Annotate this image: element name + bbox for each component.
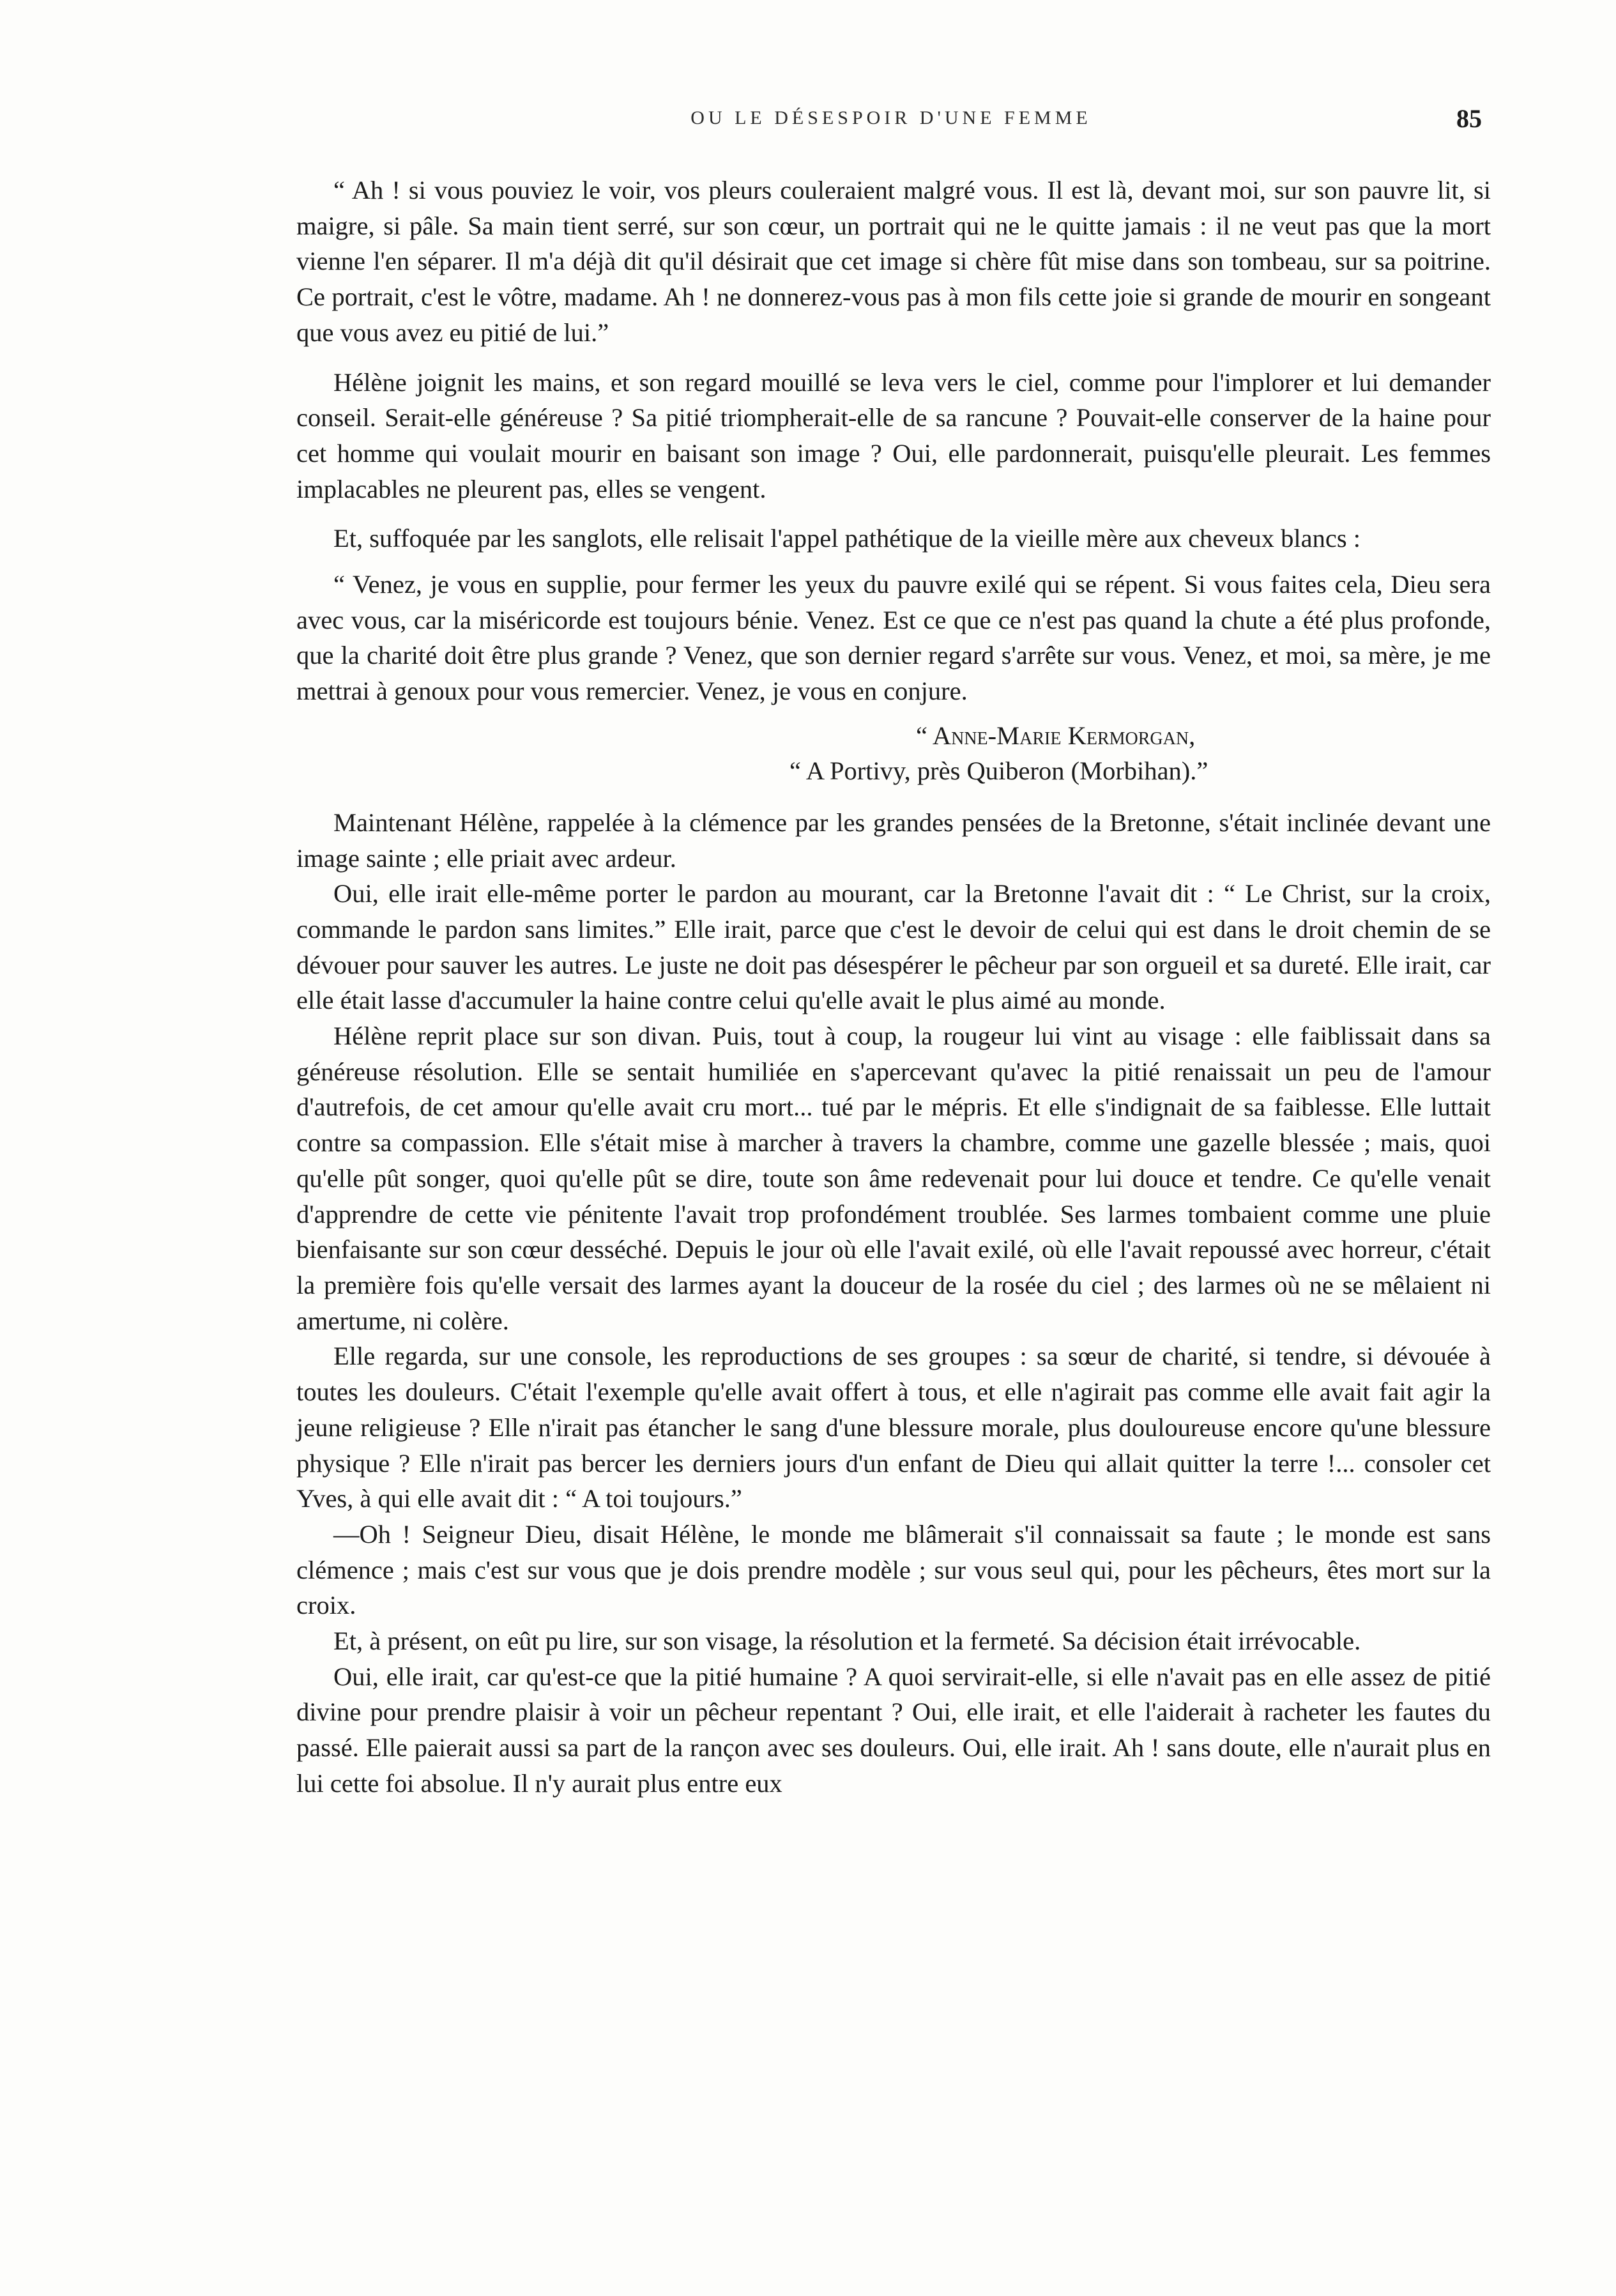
- dialogue-paragraph: —Oh ! Seigneur Dieu, disait Hélène, le monde me blâmerait s'il connaissait sa faute ; le monde est sans clémence ; mais c'est sur vous que je dois prendre modèle ; sur vous seul qui, pour les pêcheurs, êtes mort sur la croix.: [296, 1519, 1491, 1620]
- paragraph: Hélène joignit les mains, et son regard mouillé se leva vers le ciel, comme pour l'implorer et lui demander conseil. Serait-elle généreuse ? Sa pitié triompherait-elle de sa rancune ? Pouvait-elle conserver de la haine pour cet homme qui voulait mourir en baisant son image ? Oui, elle pardonnerait, puisqu'elle pleurait. Les femmes implacables ne pleurent pas, elles se vengent.: [296, 367, 1491, 503]
- letter-paragraph: “ Venez, je vous en supplie, pour fermer les yeux du pauvre exilé qui se répent. Si vous faites cela, Dieu sera avec vous, car la miséricorde est toujours bénie. Venez. Est ce que ce n'est pas quand la chute a été plus profonde, que la charité doit être plus grande ? Venez, que son dernier regard s'arrête sur vous. Venez, et moi, sa mère, je me mettrai à genoux pour vous remercier. Venez, je vous en conjure.: [296, 570, 1491, 706]
- paragraph: “ Ah ! si vous pouviez le voir, vos pleurs couleraient malgré vous. Il est là, devant moi, sur son pauvre lit, si maigre, si pâle. Sa main tient serré, sur son cœur, un portrait qui ne le quitte jamais : il ne veut pas que la mort vienne l'en séparer. Il m'a déjà dit qu'il désirait que cet image si chère fût mise dans son tombeau, sur sa poitrine. Ce portrait, c'est le vôtre, madame. Ah ! ne donnerez-vous pas à mon fils cette joie si grande de mourir en songeant que vous avez eu pitié de lui.”: [296, 176, 1491, 347]
- page-header: [300, 104, 1482, 146]
- paragraph: Oui, elle irait, car qu'est-ce que la pitié humaine ? A quoi servirait-elle, si elle n'avait pas en elle assez de pitié divine pour prendre plaisir à voir un pêcheur repentant ? Oui, elle irait, et elle l'aiderait à racheter les fautes du passé. Elle paierait aussi sa part de la rançon avec ses douleurs. Oui, elle irait. Ah ! sans doute, elle n'aurait plus en lui cette foi absolue. Il n'y aurait plus entre eux: [296, 1662, 1491, 1798]
- paragraph: Maintenant Hélène, rappelée à la clémence par les grandes pensées de la Bretonne, s'était inclinée devant une image sainte ; elle priait avec ardeur.: [296, 807, 1491, 873]
- signature-place: “ A Portivy, près Quiberon (Morbihan).”: [789, 756, 1208, 785]
- page-number: 85: [1456, 104, 1482, 133]
- paragraph: Et, suffoquée par les sanglots, elle relisait l'appel pathétique de la vieille mère aux cheveux blancs :: [333, 524, 1361, 553]
- letter-signature: [296, 718, 1491, 788]
- running-title: OU LE DÉSESPOIR D'UNE FEMME: [690, 107, 1092, 128]
- paragraph: Et, à présent, on eût pu lire, sur son visage, la résolution et la fermeté. Sa décision était irrévocable.: [333, 1626, 1361, 1656]
- signature-name: “ Anne-Marie Kermorgan,: [916, 721, 1196, 750]
- body-text: [296, 172, 1491, 1802]
- paragraph: Elle regarda, sur une console, les reproductions de ses groupes : sa sœur de charité, si tendre, si dévouée à toutes les douleurs. C'était l'exemple qu'elle avait offert à tous, et elle n'agirait pas comme elle avait fait agir la jeune religieuse ? Elle n'irait pas étancher le sang d'une blessure morale, plus douloureuse encore qu'une blessure physique ? Elle n'irait pas bercer les derniers jours d'un enfant de Dieu qui allait quitter la terre !... consoler cet Yves, à qui elle avait dit : “ A toi toujours.”: [296, 1342, 1491, 1513]
- paragraph: Oui, elle irait elle-même porter le pardon au mourant, car la Bretonne l'avait dit : “ Le Christ, sur la croix, commande le pardon sans limites.” Elle irait, parce que c'est le devoir de celui qui est dans le droit chemin de se dévouer pour sauver les autres. Le juste ne doit pas désespérer le pêcheur par son orgueil et sa dureté. Elle irait, car elle était lasse d'accumuler la haine contre celui qu'elle avait le plus aimé au monde.: [296, 879, 1491, 1015]
- paragraph: Hélène reprit place sur son divan. Puis, tout à coup, la rougeur lui vint au visage : elle faiblissait dans sa généreuse résolution. Elle se sentait humiliée en s'apercevant qu'avec la pitié renaissait un peu de l'amour d'autrefois, de cet amour qu'elle avait cru mort... tué par le mépris. Et elle s'indignait de sa faiblesse. Elle luttait contre sa compassion. Elle s'était mise à marcher à travers la chambre, comme une gazelle blessée ; mais, quoi qu'elle pût songer, quoi qu'elle pût se dire, toute son âme redevenait pour lui douce et tendre. Ce qu'elle venait d'apprendre de cette vie pénitente l'avait trop profondément troublée. Ses larmes tombaient comme une pluie bienfaisante sur son cœur desséché. Depuis le jour où elle l'avait exilé, où elle l'avait repoussé avec horreur, c'était la première fois qu'elle versait des larmes ayant la douceur de la rosée du ciel ; des larmes où ne se mêlaient ni amertume, ni colère.: [296, 1022, 1491, 1335]
